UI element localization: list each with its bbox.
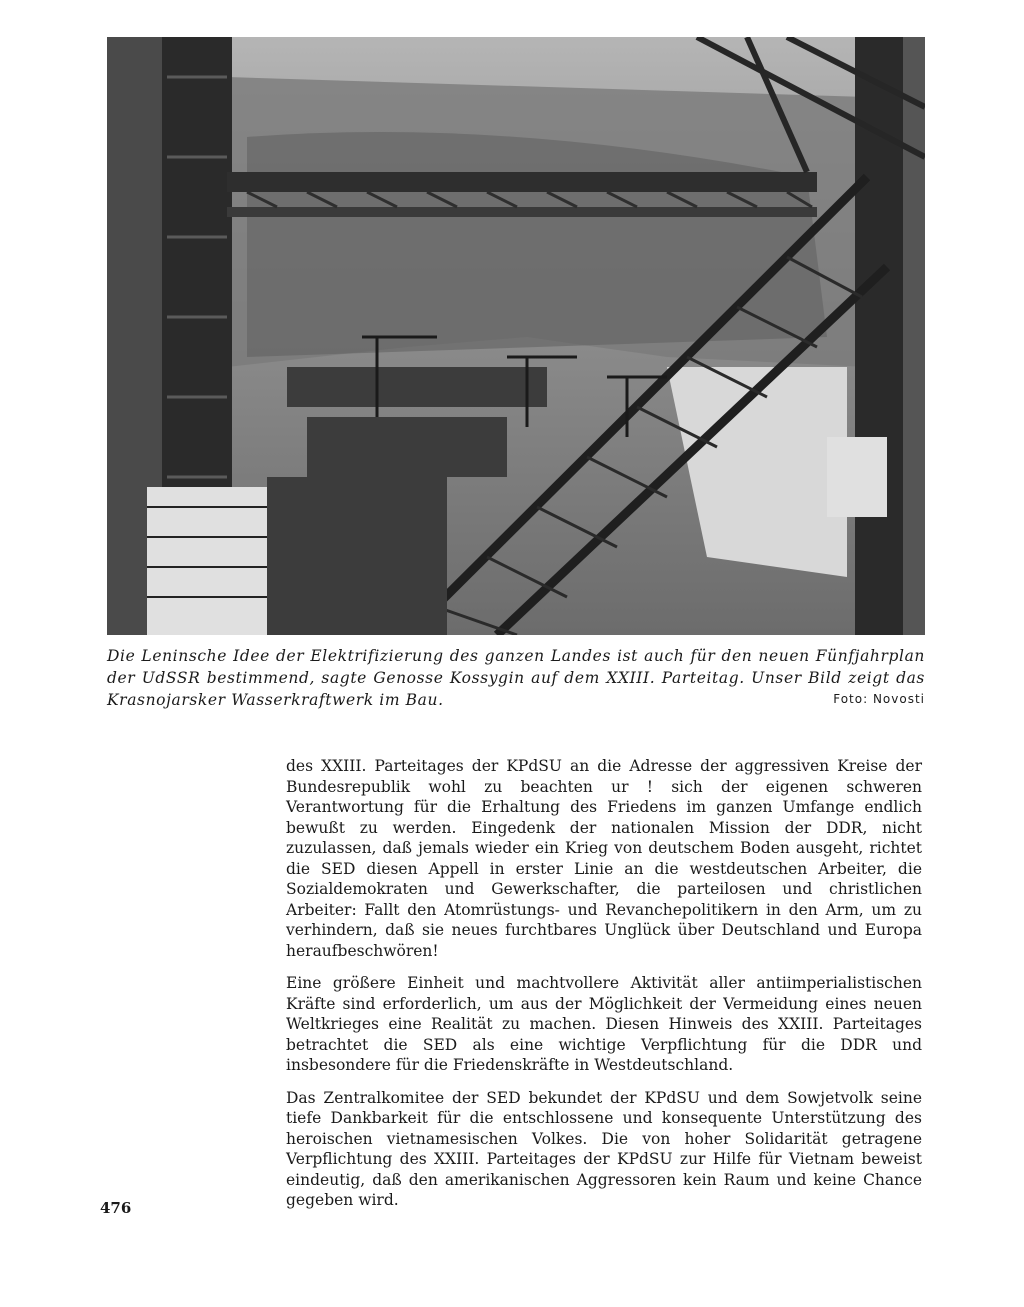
page-number: 476 <box>100 1199 132 1217</box>
photo-credit: Foto: Novosti <box>833 692 925 706</box>
photo-caption: Die Leninsche Idee der Elektrifizierung des ganzen Landes ist auch für den neuen Fünfjahrplan der UdSSR bestimmend, sagte Genosse Kossygin auf dem XXIII. Parteitag. Unser Bild zeigt das Krasnojarsker Wasserkraftwerk im Bau. <box>107 647 925 709</box>
paragraph: des XXIII. Parteitages der KPdSU an die Adresse der aggressiven Kreise der Bundesrepublik wohl zu beachten ur ! sich der eigenen schweren Verantwortung für die Erhaltung des Friedens im ganzen Umfange endlich bewußt zu werden. Eingedenk der nationalen Mission der DDR, nicht zuzulassen, daß jemals wieder ein Krieg von deutschem Boden ausgeht, richtet die SED diesen Appell in erster Linie an die westdeutschen Arbeiter, die Sozialdemokraten und Gewerkschafter, die parteilosen und christlichen Arbeiter: Fallt den Atomrüstungs- und Revanchepolitikern in den Arm, um zu verhindern, daß sie neues furchtbares Unglück über Deutschland und Europa heraufbeschwören! <box>286 757 922 960</box>
photo-illustration <box>107 37 925 635</box>
article-body <box>286 756 922 1223</box>
construction-photo <box>107 37 925 635</box>
paragraph: Das Zentralkomitee der SED bekundet der KPdSU und dem Sowjetvolk seine tiefe Dankbarkeit für die entschlossene und konsequente Unterstützung des heroischen vietnamesischen Volkes. Die von hoher Solidarität getragene Verpflichtung des XXIII. Parteitages der KPdSU zur Hilfe für Vietnam beweist eindeutig, daß den amerikanischen Aggressoren kein Raum und keine Chance gegeben wird. <box>286 1088 922 1209</box>
paragraph: Eine größere Einheit und machtvollere Aktivität aller antiimperialistischen Kräfte sind erforderlich, um aus der Möglichkeit der Vermeidung eines neuen Weltkrieges eine Realität zu machen. Diesen Hinweis des XXIII. Parteitages betrachtet die SED als eine wichtige Verpflichtung für die DDR und insbesondere für die Friedenskräfte in Westdeutschland. <box>286 974 922 1074</box>
